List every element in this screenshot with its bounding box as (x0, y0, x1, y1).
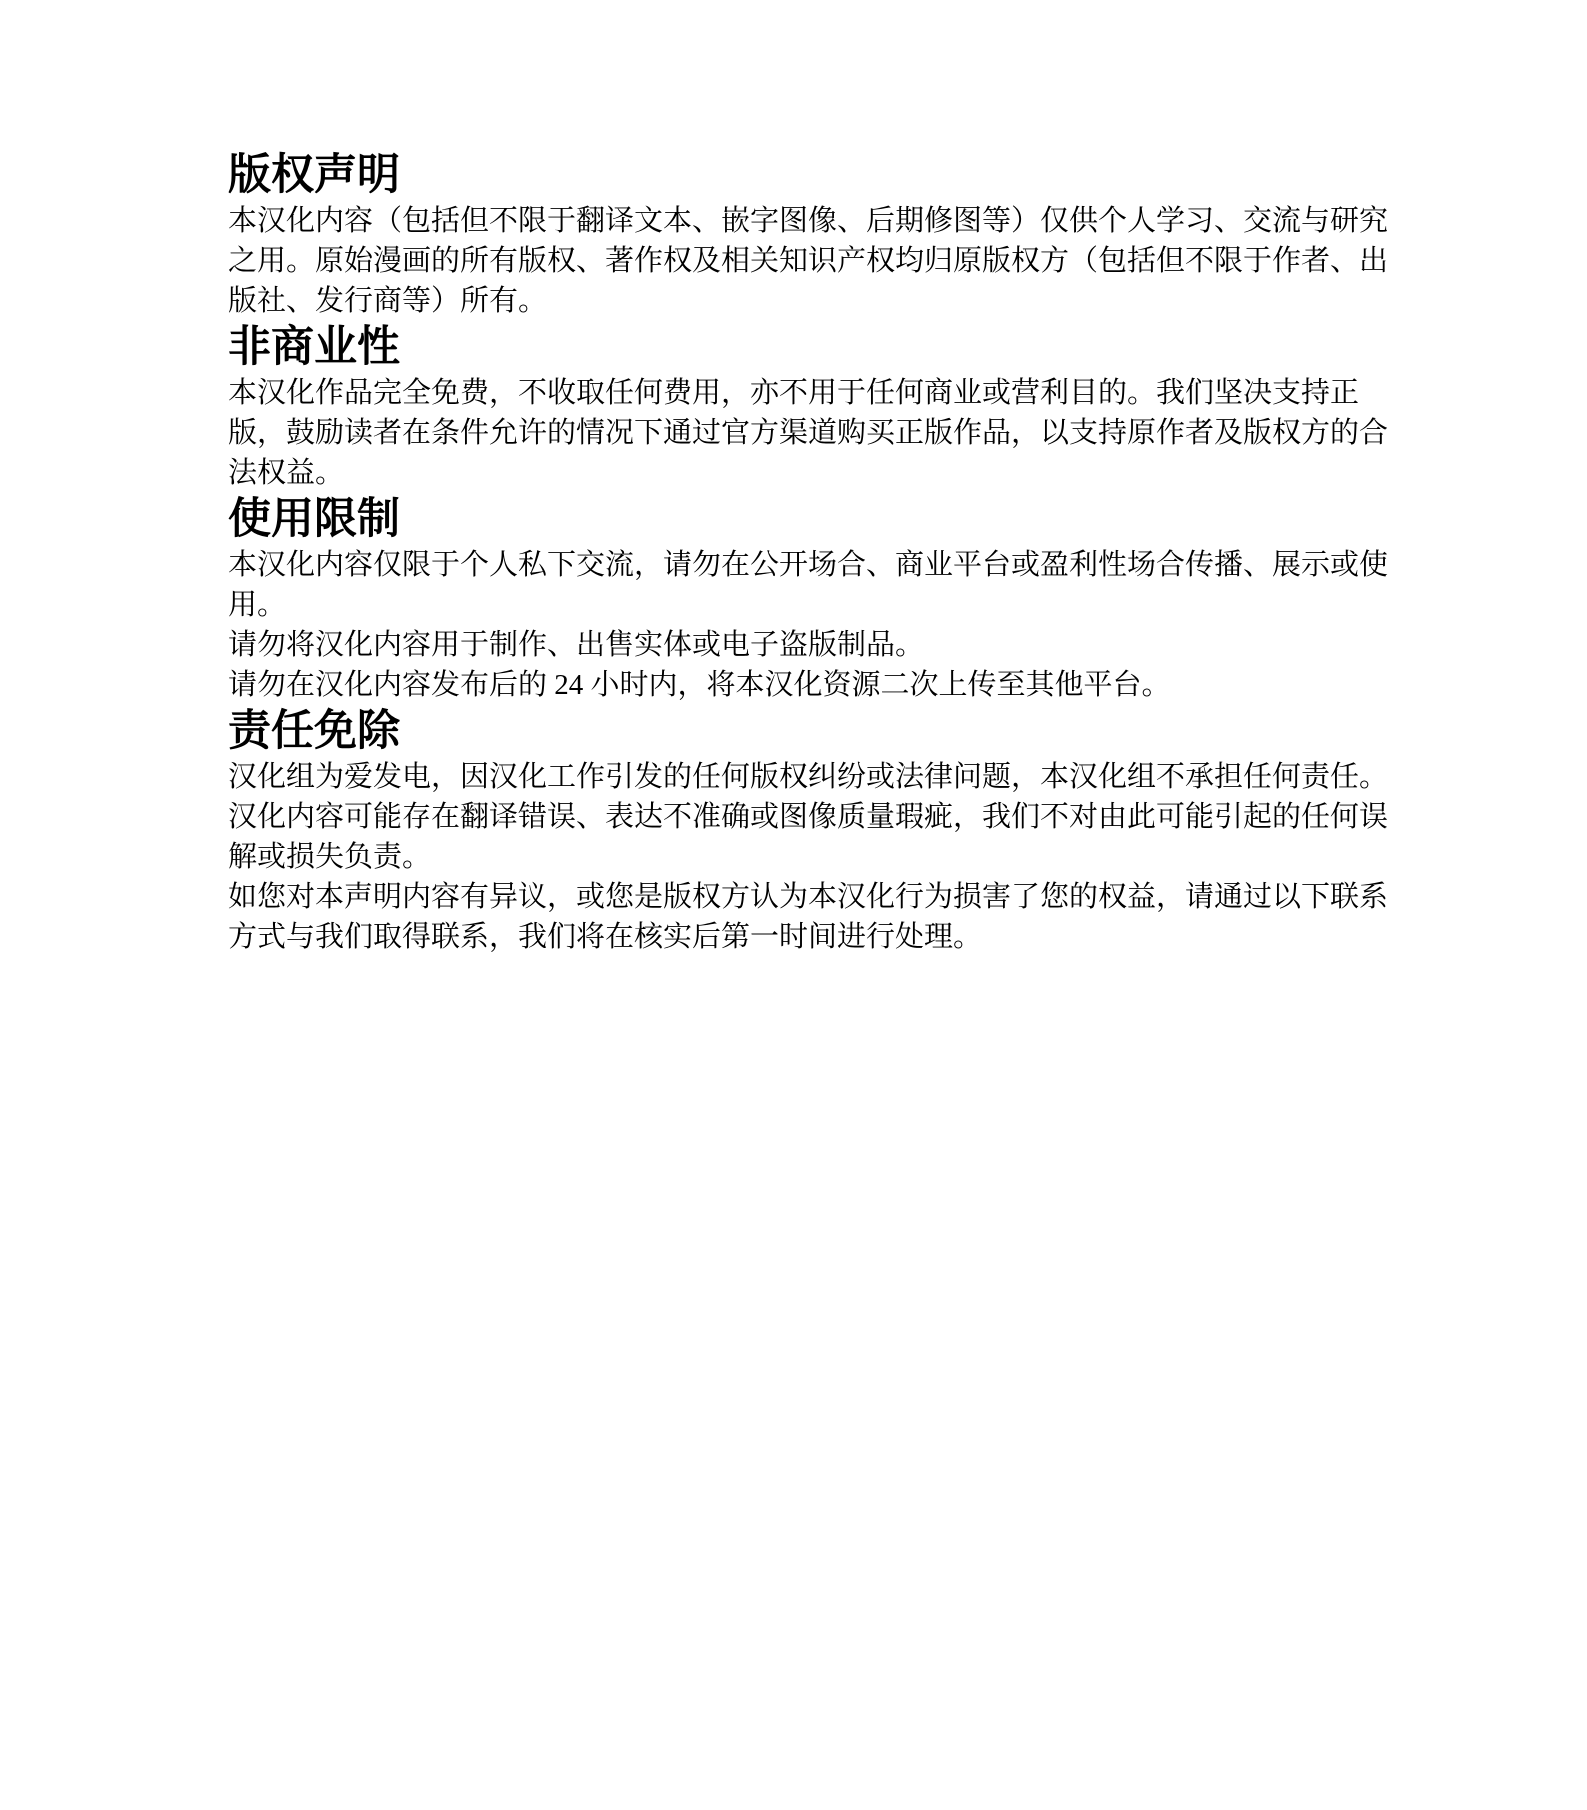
paragraph-liability-contact: 如您对本声明内容有异议，或您是版权方认为本汉化行为损害了您的权益，请通过以下联系方式与我们取得联系，我们将在核实后第一时间进行处理。 (228, 881, 1389, 953)
section-liability-disclaimer (228, 705, 1408, 957)
paragraph-usage-no-piracy: 请勿将汉化内容用于制作、出售实体或电子盗版制品。 (228, 629, 925, 661)
section-usage-restrictions (228, 493, 1408, 705)
section-non-commercial (228, 321, 1408, 493)
paragraph-liability-errors: 汉化内容可能存在翻译错误、表达不准确或图像质量瑕疵，我们不对由此可能引起的任何误解或损失负责。 (228, 801, 1389, 873)
paragraph-non-commercial: 本汉化作品完全免费，不收取任何费用，亦不用于任何商业或营利目的。我们坚决支持正版，鼓励读者在条件允许的情况下通过官方渠道购买正版作品，以支持原作者及版权方的合法权益。 (228, 377, 1389, 489)
paragraph-usage-private-only: 本汉化内容仅限于个人私下交流，请勿在公开场合、商业平台或盈利性场合传播、展示或使用。 (228, 549, 1389, 621)
paragraph-usage-no-reupload: 请勿在汉化内容发布后的 24 小时内，将本汉化资源二次上传至其他平台。 (228, 669, 1171, 701)
section-heading-non-commercial: 非商业性 (228, 323, 400, 371)
paragraph-copyright: 本汉化内容（包括但不限于翻译文本、嵌字图像、后期修图等）仅供个人学习、交流与研究之用。原始漫画的所有版权、著作权及相关知识产权均归原版权方（包括但不限于作者、出版社、发行商等）所有。 (228, 205, 1389, 317)
section-heading-copyright: 版权声明 (228, 151, 400, 199)
section-heading-usage-restrictions: 使用限制 (228, 495, 400, 543)
section-copyright-notice (228, 149, 1408, 321)
paragraph-liability-no-responsibility: 汉化组为爱发电，因汉化工作引发的任何版权纠纷或法律问题，本汉化组不承担任何责任。 (228, 761, 1389, 793)
section-heading-liability: 责任免除 (228, 707, 400, 755)
